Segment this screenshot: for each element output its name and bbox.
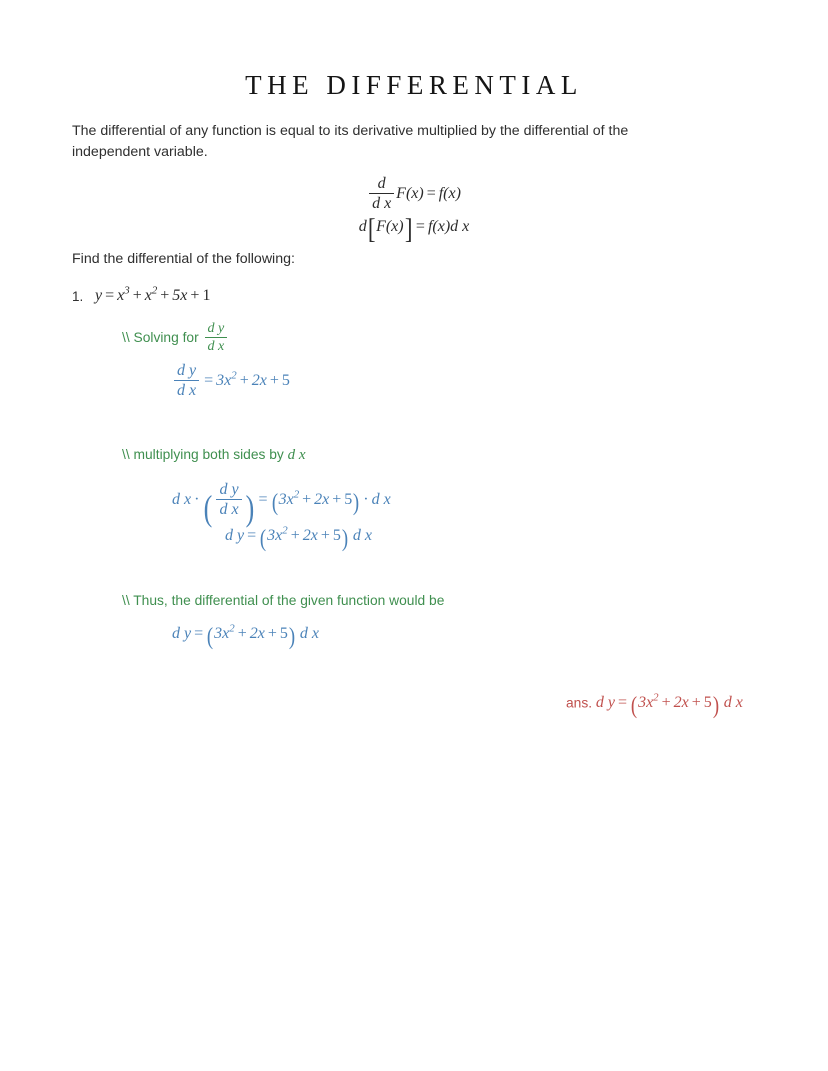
dy-over-dx-fraction: [174, 362, 199, 400]
dx-denominator: d x: [219, 501, 239, 519]
five-x-term: 5x: [172, 287, 188, 305]
dx-denominator: d x: [372, 195, 392, 213]
exponent-2: 2: [293, 489, 300, 502]
instruction-text: Find the differential of the following:: [72, 251, 295, 267]
dy-equation: d $y = (3x^2 + 2x + 5)$ d x: [225, 525, 372, 552]
two-x-term: 2x: [314, 491, 330, 509]
multiply-equation: d x · ( $\frac{\text{d y}}{\text{d x}}$ ) = $(3x^2 + 2x + 5) \cdot d$ x: [172, 481, 391, 528]
dx-inline: d x: [287, 447, 306, 463]
derivative-rule-expression: [367, 175, 461, 213]
exponent-2: 2: [653, 692, 659, 704]
two-x-term: 2x: [249, 625, 265, 643]
dy-numerator: d y: [205, 321, 228, 338]
three-x-term: 3x: [638, 694, 654, 712]
three-x-term: 3x: [278, 491, 294, 509]
plus-sign: +: [190, 287, 200, 305]
plus-sign: +: [332, 491, 342, 509]
equals-sign: =: [415, 218, 425, 235]
equals-sign: =: [194, 625, 204, 643]
three-x-term: 3x: [214, 625, 230, 643]
dx-left: d x: [172, 491, 192, 509]
small-f-of-x: f(x): [438, 185, 461, 203]
plus-sign: +: [320, 527, 330, 545]
plus-sign: +: [239, 372, 249, 390]
equals-sign: =: [426, 185, 436, 203]
answer-equation: d $y = (3x^2 + 2x + 5)$ d x: [595, 692, 743, 719]
dydx-inline-fraction: [203, 321, 230, 355]
problem-number: 1.: [72, 288, 84, 304]
constant-term: 5: [279, 625, 288, 643]
f-of-x-dx: f(x)d x: [427, 218, 470, 235]
note-text: \\ Solving for: [122, 330, 199, 346]
dx-suffix: d x: [352, 527, 372, 545]
equation-differential-rule: [0, 214, 828, 246]
dx-denominator: d x: [207, 339, 225, 355]
dy-left: d y: [595, 694, 616, 712]
dx-right: d x: [371, 491, 391, 509]
plus-sign: +: [237, 625, 247, 643]
capital-f-of-x: F(x): [396, 185, 424, 203]
equals-sign: =: [258, 491, 268, 509]
plus-sign: +: [267, 625, 277, 643]
exponent-2: 2: [282, 525, 288, 537]
dy-left: d y: [172, 625, 192, 643]
multiplication-dot: ·: [363, 491, 369, 509]
dx-suffix: d x: [723, 694, 743, 712]
intro-paragraph: The differential of any function is equal to its derivative multiplied by the differential of the independent variable.: [72, 123, 629, 160]
note-solving-for-dydx: [122, 322, 229, 355]
work-multiply-both-sides: [172, 481, 391, 528]
dy-numerator: d y: [174, 362, 199, 381]
plus-sign: +: [132, 287, 142, 305]
dy-over-dx-fraction: [205, 321, 228, 354]
constant-term: 1: [202, 287, 211, 305]
note-multiplying-both-sides: [122, 447, 306, 464]
constant-term: 5: [281, 372, 290, 390]
plus-sign: +: [269, 372, 279, 390]
derivative-result-equation: [172, 362, 290, 400]
page-title: THE DIFFERENTIAL: [245, 70, 583, 100]
constant-term: 5: [344, 491, 353, 509]
plus-sign: +: [302, 491, 312, 509]
plus-sign: +: [661, 694, 671, 712]
equation-derivative-rule: [0, 176, 828, 214]
dx-suffix: d x: [299, 625, 319, 643]
x-term-cubed: x: [117, 287, 125, 305]
equals-sign: =: [618, 694, 628, 712]
exponent-2: 2: [229, 623, 235, 635]
y-variable: y: [95, 287, 103, 305]
three-x-term: 3x: [267, 527, 283, 545]
plus-sign: +: [290, 527, 300, 545]
exponent-2: 2: [231, 370, 237, 383]
equals-sign: =: [204, 372, 214, 390]
dy-left: d y: [225, 527, 245, 545]
work-derivative-result: [172, 363, 290, 401]
note-text: \\ Thus, the differential of the given function would be: [122, 593, 445, 608]
note-text: \\ multiplying both sides by: [122, 447, 284, 462]
two-x-term: 2x: [302, 527, 318, 545]
constant-term: 5: [332, 527, 341, 545]
answer-label: ans.: [566, 695, 593, 711]
problem-1-equation: [95, 287, 210, 304]
exponent-3: 3: [124, 285, 130, 297]
work-final-differential: [172, 623, 319, 650]
differential-rule-expression: d[F(x)] = f(x)d x: [358, 214, 470, 246]
two-x-term: 2x: [251, 372, 267, 390]
work-dy-equation: [225, 525, 372, 552]
constant-term: 5: [703, 694, 712, 712]
d-operator: d: [358, 218, 367, 235]
d-numerator: d: [369, 175, 394, 194]
dy-numerator: d y: [216, 481, 241, 500]
exponent-2: 2: [151, 285, 158, 297]
final-answer: [566, 692, 743, 719]
problem-1-statement: [72, 285, 210, 305]
x-term-squared: x: [144, 287, 152, 305]
dy-over-dx-fraction: [216, 481, 241, 519]
plus-sign: +: [691, 694, 701, 712]
two-x-term: 2x: [673, 694, 689, 712]
plus-sign: +: [160, 287, 170, 305]
note-thus-conclusion: [122, 593, 444, 608]
equals-sign: =: [105, 287, 115, 305]
dx-denominator: d x: [177, 382, 197, 400]
multiplication-dot: ·: [194, 491, 200, 509]
three-x-term: 3x: [216, 372, 232, 390]
final-differential-equation: d $y = (3x^2 + 2x + 5)$ d x: [172, 623, 319, 650]
equals-sign: =: [247, 527, 257, 545]
capital-f-of-x: F(x): [376, 218, 404, 235]
d-over-dx-fraction: [369, 175, 394, 213]
